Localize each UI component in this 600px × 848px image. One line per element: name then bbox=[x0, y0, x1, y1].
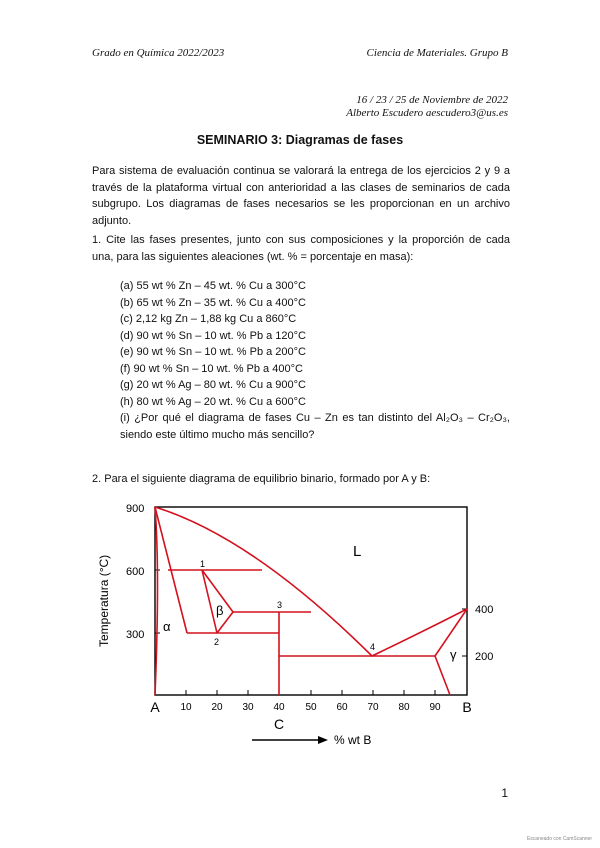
x-tick-label: 30 bbox=[242, 702, 254, 713]
y-axis-label: Temperatura (°C) bbox=[97, 554, 111, 647]
point-label-3: 3 bbox=[277, 600, 283, 610]
y2-tick-label: 200 bbox=[475, 651, 494, 663]
phase-label-liquid: L bbox=[353, 543, 362, 560]
x-tick-label: 40 bbox=[273, 702, 285, 713]
list-item: (h) 80 wt % Ag – 20 wt. % Cu a 600°C bbox=[120, 395, 306, 408]
x-tick-label: 80 bbox=[398, 702, 410, 713]
x-tick-label: 10 bbox=[180, 702, 192, 713]
header-dates-block bbox=[346, 94, 508, 120]
intro-paragraph: Para sistema de evaluación continua se valorará la entrega de los ejercicios 2 y 9 a través de la plataforma virtual con anterioridad a las clases de seminarios de cada subgrupo. Los diagramas de fases necesarios se les proporcionan en un archivo adjunto. bbox=[92, 165, 510, 227]
point-label-4: 4 bbox=[370, 642, 376, 652]
phase-label-gamma: γ bbox=[450, 647, 457, 662]
author-contact: Alberto Escudero aescudero3@us.es bbox=[346, 107, 508, 119]
component-a-label: A bbox=[150, 699, 160, 715]
seminar-dates: 16 / 23 / 25 de Noviembre de 2022 bbox=[356, 94, 508, 106]
phase-diagram bbox=[92, 492, 512, 757]
list-item: (f) 90 wt % Sn – 10 wt. % Pb a 400°C bbox=[120, 362, 303, 375]
list-item: (i) ¿Por qué el diagrama de fases Cu – Zn es tan distinto del Al₂O₃ – Cr₂O₃, siendo este último mucho más sencillo? bbox=[120, 412, 510, 441]
x-tick-label: 50 bbox=[305, 702, 317, 713]
question-2: 2. Para el siguiente diagrama de equilibrio binario, formado por A y B: bbox=[92, 473, 431, 485]
phase-boundaries bbox=[155, 507, 467, 695]
point-label-2: 2 bbox=[214, 637, 220, 647]
list-item: (e) 90 wt % Sn – 10 wt. % Pb a 200°C bbox=[120, 346, 306, 358]
x-tick-label: 20 bbox=[211, 702, 223, 713]
axis-caption: % wt B bbox=[334, 733, 372, 747]
composition-arrow bbox=[252, 736, 328, 744]
phase-label-beta: β bbox=[216, 603, 224, 618]
y-tick-label: 900 bbox=[126, 503, 145, 515]
y-tick-label: 600 bbox=[126, 566, 145, 578]
alloy-list bbox=[120, 278, 510, 443]
list-item: (a) 55 wt % Zn – 45 wt. % Cu a 300°C bbox=[120, 280, 306, 292]
header-course: Grado en Química 2022/2023 bbox=[92, 47, 225, 59]
scanner-watermark: Escaneado con CamScanner bbox=[526, 836, 592, 842]
y2-tick-label: 400 bbox=[475, 604, 494, 616]
page-number: 1 bbox=[501, 786, 508, 800]
x-tick-label: 60 bbox=[336, 702, 348, 713]
composition-c-label: C bbox=[273, 716, 285, 732]
y-tick-label: 300 bbox=[126, 629, 145, 641]
x-tick-label: 90 bbox=[429, 702, 441, 713]
page-title: SEMINARIO 3: Diagramas de fases bbox=[196, 133, 404, 147]
list-item: (d) 90 wt % Sn – 10 wt. % Pb a 120°C bbox=[120, 329, 306, 342]
component-b-label: B bbox=[462, 699, 472, 715]
list-item: (b) 65 wt % Zn – 35 wt. % Cu a 400°C bbox=[120, 296, 306, 309]
list-item: (c) 2,12 kg Zn – 1,88 kg Cu a 860°C bbox=[120, 313, 297, 325]
question-1: 1. Cite las fases presentes, junto con sus composiciones y la proporción de cada una, para las siguientes aleaciones (wt. % = porcentaje en masa): bbox=[92, 234, 510, 263]
phase-label-alpha: α bbox=[163, 619, 171, 634]
point-label-1: 1 bbox=[200, 559, 206, 569]
x-tick-label: 70 bbox=[367, 702, 379, 713]
list-item: (g) 20 wt % Ag – 80 wt. % Cu a 900°C bbox=[120, 379, 306, 391]
header-subject: Ciencia de Materiales. Grupo B bbox=[366, 47, 508, 59]
